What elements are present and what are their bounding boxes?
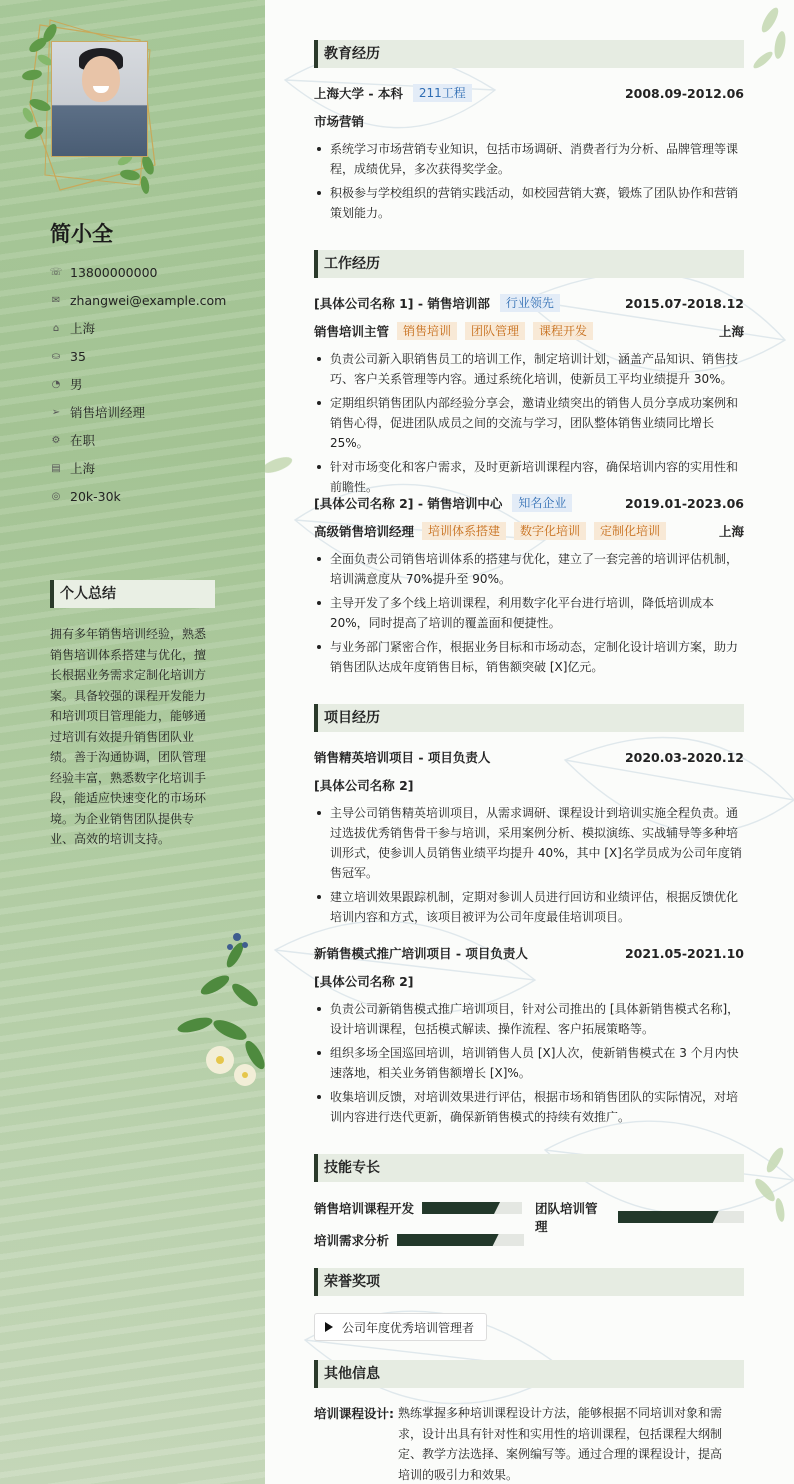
- skill-item: [314, 1231, 524, 1249]
- salary-icon: ◎: [51, 490, 61, 502]
- job-1-company: [具体公司名称 1] - 销售培训部: [314, 296, 490, 311]
- job-2-skill-tag: 定制化培训: [594, 522, 666, 540]
- school-name: 上海大学 - 本科: [314, 86, 403, 101]
- contact-text: 上海: [70, 461, 96, 476]
- project-1-name: 销售精英培训项目 - 项目负责人: [314, 750, 491, 765]
- job-1-skill-tag: 课程开发: [533, 322, 593, 340]
- project-1-company: [具体公司名称 2]: [314, 778, 414, 793]
- summary-title: 个人总结: [50, 580, 215, 608]
- contact-item: [50, 482, 226, 510]
- bullet-item: 定期组织销售团队内部经验分享会，邀请业绩突出的销售人员分享成功案例和销售心得，促进团队成员之间的交流与学习，团队整体销售业绩同比增长 25%。: [314, 393, 744, 453]
- bullet-item: 积极参与学校组织的营销实践活动，如校园营销大赛，锻炼了团队协作和营销策划能力。: [314, 183, 744, 223]
- skill-item: [314, 1199, 522, 1217]
- contact-item: [50, 370, 226, 398]
- contact-text: 男: [70, 377, 83, 392]
- bullet-item: 全面负责公司销售培训体系的搭建与优化，建立了一套完善的培训评估机制，培训满意度从 70%提升至 90%。: [314, 549, 744, 589]
- contact-text: 13800000000: [70, 264, 158, 280]
- other-title: 其他信息: [314, 1360, 744, 1388]
- job-2-city: 上海: [718, 524, 744, 539]
- skill-bar: [422, 1202, 522, 1214]
- education-header: [314, 84, 744, 102]
- status-icon: ⚙: [51, 434, 61, 446]
- project-2-header: [314, 944, 744, 962]
- home-icon: ⌂: [52, 322, 60, 334]
- contact-item: [50, 286, 226, 314]
- job-1-role: 销售培训主管: [314, 324, 390, 339]
- job-2-bullets: [314, 549, 744, 681]
- education-date: 2008.09-2012.06: [624, 85, 744, 101]
- sidebar: [0, 0, 265, 1484]
- job-2-role: 高级销售培训经理: [314, 524, 415, 539]
- job-1-role-row: [314, 322, 744, 340]
- skill-bar: [397, 1234, 524, 1246]
- building-icon: ▤: [51, 462, 61, 474]
- bullet-item: 与业务部门紧密合作，根据业务目标和市场动态，定制化设计培训方案，助力销售团队达成年度销售目标，销售额突破 [X]亿元。: [314, 637, 744, 677]
- bullet-item: 建立培训效果跟踪机制，定期对参训人员进行回访和业绩评估，根据反馈优化培训内容和方式，该项目被评为公司年度最佳培训项目。: [314, 887, 744, 927]
- project-2-company: [具体公司名称 2]: [314, 974, 414, 989]
- job-1-city: 上海: [718, 324, 744, 339]
- contact-item: [50, 342, 226, 370]
- project-2-bullets: [314, 999, 744, 1131]
- work-title: 工作经历: [314, 250, 744, 278]
- contact-item: [50, 314, 226, 342]
- skill-bar-fill: [397, 1234, 499, 1246]
- job-1-date: 2015.07-2018.12: [624, 295, 744, 311]
- job-2-company: [具体公司名称 2] - 销售培训中心: [314, 496, 503, 511]
- skills-title: 技能专长: [314, 1154, 744, 1182]
- job-1-bullets: [314, 349, 744, 501]
- job-2-skill-tag: 培训体系搭建: [422, 522, 506, 540]
- awards-title: 荣誉奖项: [314, 1268, 744, 1296]
- other-label: 培训课程设计:: [314, 1406, 394, 1421]
- contact-text: 上海: [70, 321, 96, 336]
- job-2-header: [314, 494, 744, 512]
- skill-item: [535, 1199, 744, 1235]
- project-1-bullets: [314, 803, 744, 931]
- gender-icon: ◔: [51, 378, 61, 390]
- bullet-item: 主导开发了多个线上培训课程，利用数字化平台进行培训，降低培训成本 20%，同时提高了培训的覆盖面和便捷性。: [314, 593, 744, 633]
- phone-icon: ☏: [49, 266, 63, 278]
- skill-bar-fill: [422, 1202, 500, 1214]
- bullet-item: 收集培训反馈，对培训效果进行评估，根据市场和销售团队的实际情况，对培训内容进行迭代更新，确保新销售模式的持续有效推广。: [314, 1087, 744, 1127]
- summary-text: 拥有多年销售培训经验，熟悉销售培训体系搭建与优化，擅长根据业务需求定制化培训方案。具备较强的课程开发能力和培训项目管理能力，能够通过培训有效提升销售团队业绩。善于沟通协调，团队管理经验丰富，熟悉数字化培训手段，能适应快速变化的市场环境。为企业销售团队提供专业、高效的培训支持。: [50, 627, 207, 846]
- skill-name: 培训需求分析: [314, 1233, 390, 1248]
- job-1-tag: 行业领先: [500, 294, 560, 312]
- job-1-skill-tag: 团队管理: [465, 322, 525, 340]
- skill-name: 团队培训管理: [535, 1201, 598, 1234]
- job-1-skill-tag: 销售培训: [397, 322, 457, 340]
- skill-bar: [618, 1211, 744, 1223]
- send-icon: ➢: [51, 406, 61, 418]
- other-text: 熟练掌握多种培训课程设计方法，能够根据不同培训对象和需求，设计出具有针对性和实用性的培训课程，包括课程大纲制定、教学方法选择、案例编写等。通过合理的课程设计，提高培训的吸引力和效果。: [398, 1406, 723, 1482]
- contact-item: [50, 258, 226, 286]
- skill-name: 销售培训课程开发: [314, 1201, 415, 1216]
- flower-decoration-icon: [175, 925, 265, 1090]
- job-1-header: [314, 294, 744, 312]
- award-label: 公司年度优秀培训管理者: [342, 1320, 475, 1335]
- contact-item: [50, 454, 226, 482]
- education-major: 市场营销: [314, 114, 365, 129]
- candidate-name: 简小全: [50, 222, 113, 246]
- bullet-item: 针对市场变化和客户需求，及时更新培训课程内容，确保培训内容的实用性和前瞻性。: [314, 457, 744, 497]
- contact-list: [50, 258, 226, 510]
- job-2-tag: 知名企业: [512, 494, 572, 512]
- job-2-role-row: [314, 522, 744, 540]
- award-item: [314, 1313, 487, 1341]
- mail-icon: ✉: [51, 294, 61, 306]
- contact-text: 销售培训经理: [70, 405, 146, 420]
- contact-text: 20k-30k: [70, 488, 121, 504]
- contact-item: [50, 426, 226, 454]
- skill-bar-fill: [618, 1211, 719, 1223]
- contact-text: 在职: [70, 433, 96, 448]
- cake-icon: ⛀: [51, 350, 61, 362]
- bullet-item: 组织多场全国巡回培训，培训销售人员 [X]人次，使新销售模式在 3 个月内快速落地，相关业务销售额增长 [X]%。: [314, 1043, 744, 1083]
- bullet-item: 系统学习市场营销专业知识，包括市场调研、消费者行为分析、品牌管理等课程，成绩优异，多次获得奖学金。: [314, 139, 744, 179]
- triangle-icon: [325, 1322, 333, 1332]
- contact-item: [50, 398, 226, 426]
- job-2-skill-tag: 数字化培训: [514, 522, 586, 540]
- contact-text: 35: [70, 348, 86, 364]
- projects-title: 项目经历: [314, 704, 744, 732]
- bullet-item: 负责公司新销售模式推广培训项目，针对公司推出的 [具体新销售模式名称]，设计培训课程，包括模式解读、操作流程、客户拓展策略等。: [314, 999, 744, 1039]
- job-2-date: 2019.01-2023.06: [624, 495, 744, 511]
- main-content: [265, 0, 794, 1484]
- project-1-header: [314, 748, 744, 766]
- project-2-date: 2021.05-2021.10: [624, 945, 744, 961]
- school-tag: 211工程: [413, 84, 472, 102]
- bullet-item: 负责公司新入职销售员工的培训工作，制定培训计划，涵盖产品知识、销售技巧、客户关系管理等内容。通过系统化培训，使新员工平均业绩提升 30%。: [314, 349, 744, 389]
- project-1-date: 2020.03-2020.12: [624, 749, 744, 765]
- education-bullets: [314, 139, 744, 227]
- bullet-item: 主导公司销售精英培训项目，从需求调研、课程设计到培训实施全程负责。通过选拔优秀销售骨干参与培训，采用案例分析、模拟演练、实战辅导等多种培训形式，使参训人员销售业绩平均提升 40%，其中 [X]名学员成为公司年度销售冠军。: [314, 803, 744, 883]
- avatar: [51, 41, 148, 157]
- contact-text: zhangwei@example.com: [70, 292, 227, 308]
- project-2-name: 新销售模式推广培训项目 - 项目负责人: [314, 946, 528, 961]
- education-title: 教育经历: [314, 40, 744, 68]
